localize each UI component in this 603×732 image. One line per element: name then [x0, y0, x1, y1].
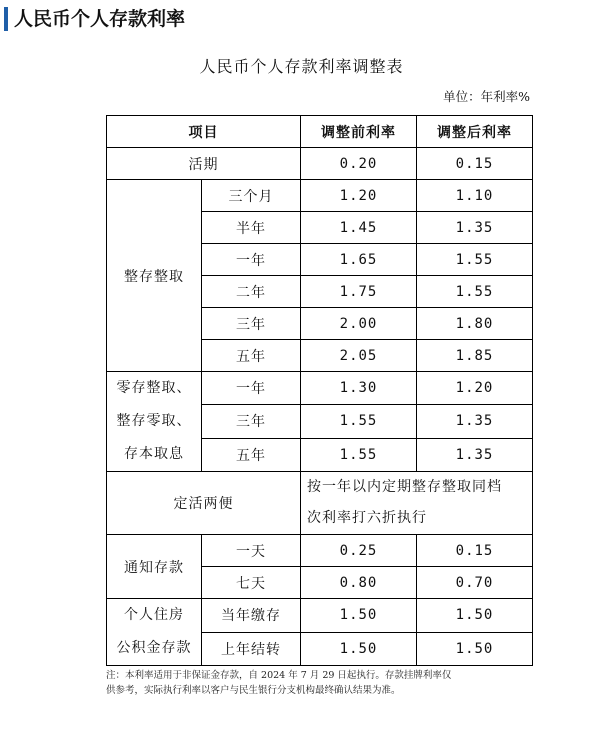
- term-cell: 半年: [202, 212, 301, 244]
- housing-fund-label-line: 个人住房: [124, 607, 184, 623]
- flexible-note-line: 按一年以内定期整存整取同档: [307, 479, 502, 495]
- installment-label-line: 整存零取、: [116, 413, 192, 429]
- rate-before: 2.00: [301, 308, 417, 340]
- rate-before: 1.50: [301, 599, 417, 633]
- rate-after: 1.10: [417, 180, 533, 212]
- header-row: [107, 116, 533, 148]
- rate-after: 1.85: [417, 340, 533, 372]
- term-cell: 三年: [202, 405, 301, 438]
- rate-before: 1.55: [301, 405, 417, 438]
- term-cell: 七天: [202, 567, 301, 599]
- rate-after: 1.55: [417, 276, 533, 308]
- rate-after: 0.70: [417, 567, 533, 599]
- term-cell: 二年: [202, 276, 301, 308]
- rate-after: 1.55: [417, 244, 533, 276]
- footnote-line: 注：本利率适用于非保证金存款，自 2024 年 7 月 29 日起执行。存款挂牌利率仅: [106, 670, 452, 681]
- notice-label: 通知存款: [107, 535, 202, 599]
- rate-after: 1.35: [417, 212, 533, 244]
- rate-before: 1.20: [301, 180, 417, 212]
- page-heading: 人民币个人存款利率: [4, 7, 185, 31]
- housing-fund-label: [107, 599, 202, 666]
- table-row: [107, 535, 533, 567]
- term-cell: 当年缴存: [202, 599, 301, 633]
- table-row: [107, 180, 533, 212]
- installment-label-line: 零存整取、: [116, 380, 192, 396]
- table-row: [107, 599, 533, 633]
- demand-label: 活期: [107, 148, 301, 180]
- term-cell: 一年: [202, 244, 301, 276]
- term-cell: 上年结转: [202, 632, 301, 666]
- table-row: [107, 148, 533, 180]
- rate-before: 1.30: [301, 372, 417, 405]
- unit-label: 单位：年利率%: [443, 89, 530, 104]
- header-before: 调整前利率: [301, 116, 417, 148]
- term-cell: 五年: [202, 438, 301, 471]
- rate-after: 0.15: [417, 148, 533, 180]
- term-cell: 五年: [202, 340, 301, 372]
- lump-sum-label: 整存整取: [107, 180, 202, 372]
- term-cell: 一年: [202, 372, 301, 405]
- rate-after: 1.50: [417, 599, 533, 633]
- installment-label: [107, 372, 202, 472]
- rate-after: 1.50: [417, 632, 533, 666]
- flexible-note-line: 次利率打六折执行: [307, 510, 427, 526]
- rate-after: 1.20: [417, 372, 533, 405]
- rate-table: [106, 115, 533, 666]
- rate-before: 0.20: [301, 148, 417, 180]
- term-cell: 三年: [202, 308, 301, 340]
- rate-after: 1.35: [417, 438, 533, 471]
- table-row: [107, 372, 533, 405]
- rate-after: 1.80: [417, 308, 533, 340]
- footnote-line: 供参考，实际执行利率以客户与民生银行分支机构最终确认结果为准。: [106, 685, 401, 696]
- footnote: [106, 668, 536, 698]
- rate-after: 0.15: [417, 535, 533, 567]
- housing-fund-label-line: 公积金存款: [116, 640, 192, 656]
- rate-before: 1.50: [301, 632, 417, 666]
- installment-label-line: 存本取息: [124, 446, 184, 462]
- header-item: 项目: [107, 116, 301, 148]
- rate-before: 1.75: [301, 276, 417, 308]
- header-after: 调整后利率: [417, 116, 533, 148]
- term-cell: 一天: [202, 535, 301, 567]
- document-title: 人民币个人存款利率调整表: [199, 57, 404, 76]
- rate-before: 0.25: [301, 535, 417, 567]
- flexible-note: [301, 472, 533, 535]
- flexible-label: 定活两便: [107, 472, 301, 535]
- term-cell: 三个月: [202, 180, 301, 212]
- rate-before: 1.55: [301, 438, 417, 471]
- rate-after: 1.35: [417, 405, 533, 438]
- rate-before: 2.05: [301, 340, 417, 372]
- rate-before: 0.80: [301, 567, 417, 599]
- rate-before: 1.45: [301, 212, 417, 244]
- table-row: [107, 472, 533, 535]
- rate-before: 1.65: [301, 244, 417, 276]
